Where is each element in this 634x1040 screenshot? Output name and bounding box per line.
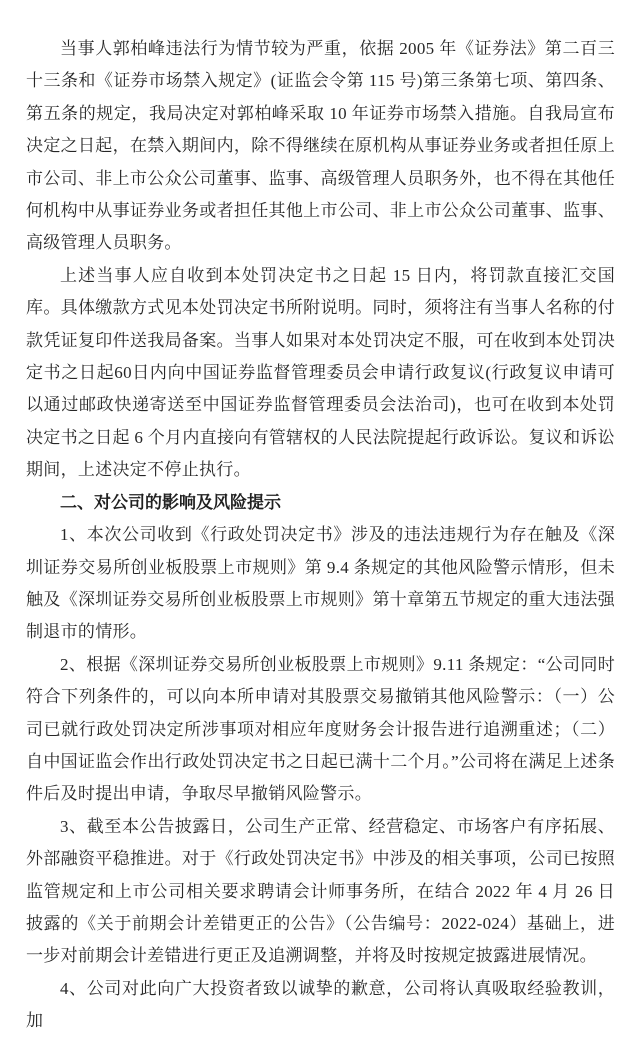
paragraph-market-ban-decision: 当事人郭柏峰违法行为情节较为严重，依据 2005 年《证券法》第二百三十三条和《证券市场禁入规定》(证监会令第 115 号)第三条第七项、第四条、第五条的规定，我局决定对郭柏峰采取 10 年证券市场禁入措施。自我局宣布决定之日起，在禁入期间内，除不得继续在原机构从事证券业务或者担任原上市公司、非上市公众公司董事、监事、高级管理人员职务外，也不得在其他任何机构中从事证券业务或者担任其他上市公司、非上市公众公司董事、监事、高级管理人员职务。 bbox=[26, 39, 615, 253]
paragraph-item1-risk-warning-situation: 1、本次公司收到《行政处罚决定书》涉及的违法违规行为存在触及《深圳证券交易所创业板股票上市规则》第 9.4 条规定的其他风险警示情形，但未触及《深圳证券交易所创业板股票上市规则》第十章第五节规定的重大违法强制退市的情形。 bbox=[26, 525, 615, 642]
paragraph-item2-withdraw-risk-warning-conditions: 2、根据《深圳证券交易所创业板股票上市规则》9.11 条规定：“公司同时符合下列条件的，可以向本所申请对其股票交易撤销其他风险警示：（一）公司已就行政处罚决定所涉事项对相应年度财务会计报告进行追溯重述；（二）自中国证监会作出行政处罚决定书之日起已满十二个月。”公司将在满足上述条件后及时提出申请，争取尽早撤销风险警示。 bbox=[26, 654, 615, 804]
paragraph-item3-operation-status-and-correction: 3、截至本公告披露日，公司生产正常、经营稳定、市场客户有序拓展、外部融资平稳推进。对于《行政处罚决定书》中涉及的相关事项，公司已按照监管规定和上市公司相关要求聘请会计师事务所，在结合 2022 年 4 月 26 日披露的《关于前期会计差错更正的公告》（公告编号：2022-024）基础上，进一步对前期会计差错进行更正及追溯调整，并将及时按规定披露进展情况。 bbox=[26, 816, 615, 966]
section-heading-company-impact-risk: 二、对公司的影响及风险提示 bbox=[60, 492, 281, 512]
paragraph-fine-payment-and-appeal: 上述当事人应自收到本处罚决定书之日起 15 日内，将罚款直接汇交国库。具体缴款方式见本处罚决定书所附说明。同时，须将注有当事人名称的付款凭证复印件送我局备案。当事人如果对本处罚决定不服，可在收到本处罚决定书之日起60日内向中国证券监督管理委员会申请行政复议(行政复议申请可以通过邮政快递寄送至中国证券监督管理委员会法治司)，也可在收到本处罚决定书之日起 6 个月内直接向有管辖权的人民法院提起行政诉讼。复议和诉讼期间，上述决定不停止执行。 bbox=[26, 265, 615, 480]
paragraph-item4-apology: 4、公司对此向广大投资者致以诚挚的歉意，公司将认真吸取经验教训，加 bbox=[26, 978, 615, 1031]
